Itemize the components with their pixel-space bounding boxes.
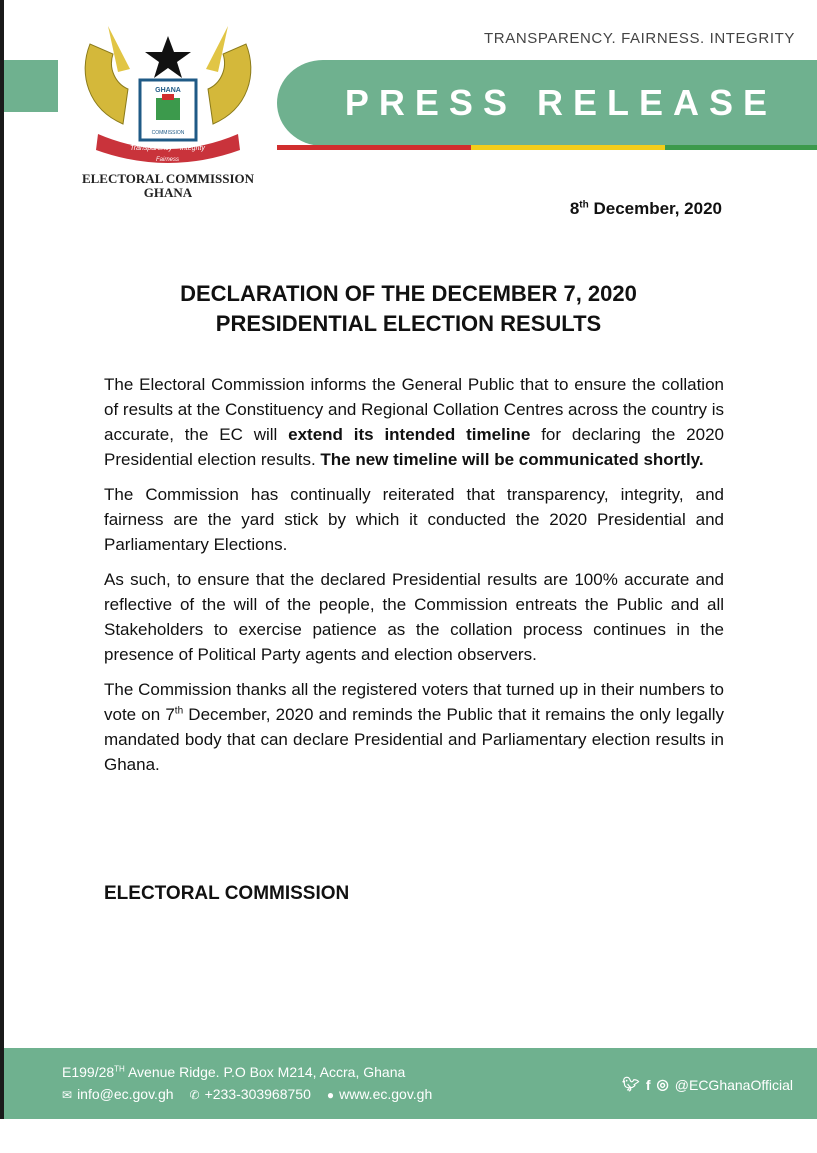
footer-address: E199/28TH Avenue Ridge. P.O Box M214, Accra, Ghana — [62, 1064, 406, 1080]
globe-icon: ● — [326, 1088, 335, 1102]
footer-social[interactable]: 🐦︎ f ◎ @ECGhanaOfficial — [622, 1076, 793, 1093]
page-bottom-margin — [0, 1119, 817, 1153]
ec-crest-logo — [68, 14, 268, 172]
footer-contacts — [62, 1086, 432, 1102]
page-left-edge — [0, 0, 4, 1153]
red-stripe — [277, 145, 471, 150]
instagram-icon: ◎ — [656, 1076, 669, 1092]
document-title: DECLARATION OF THE DECEMBER 7, 2020 PRESIDENTIAL ELECTION RESULTS — [180, 281, 637, 336]
paragraph-2: The Commission has continually reiterated that transparency, integrity, and fairness are the yard stick by which it conducted the 2020 Presidential and Parliamentary Elections. — [104, 485, 724, 554]
twitter-icon: 🐦︎ — [622, 1076, 640, 1092]
release-date: 8th December, 2020 — [569, 199, 722, 218]
phone-icon: ✆ — [189, 1088, 200, 1102]
paragraph-4: The Commission thanks all the registered voters that turned up in their numbers to vote on 7th December, 2020 and reminds the Public that it remains the only legally mandated body that can declare Presidential and Parliamentary election results in Ghana. — [104, 680, 724, 774]
footer-band — [4, 1048, 817, 1119]
facebook-icon: f — [645, 1076, 651, 1093]
yellow-stripe — [471, 145, 665, 150]
footer-phone[interactable]: ✆ +233-303968750 — [189, 1086, 311, 1102]
paragraph-3: As such, to ensure that the declared Presidential results are 100% accurate and reflective of the will of the people, the Commission entreats the Public and all Stakeholders to exercise patience as the collation process continues in the presence of Political Party agents and election observers. — [104, 570, 724, 664]
footer-website[interactable]: ● www.ec.gov.gh — [326, 1086, 433, 1102]
signoff: ELECTORAL COMMISSION — [104, 883, 350, 904]
release-body — [104, 372, 724, 787]
paragraph-1: The Electoral Commission informs the General Public that to ensure the collation of results at the Constituency and Regional Collation Centres across the country is accurate, the EC will extend its intended timeline for declaring the 2020 Presidential election results. The new timeline will be communicated shortly. — [104, 375, 724, 469]
svg-text:Integrity: Integrity — [180, 145, 205, 152]
svg-text:COMMISSION: COMMISSION — [151, 130, 185, 136]
press-release-title: PRESS RELEASE — [344, 82, 777, 123]
footer-email[interactable]: ✉ info@ec.gov.gh — [62, 1086, 174, 1102]
organization-name: ELECTORAL COMMISSION GHANA — [81, 171, 255, 200]
svg-text:Transparency: Transparency — [130, 145, 173, 152]
svg-text:GHANA: GHANA — [155, 87, 181, 94]
tagline: TRANSPARENCY. FAIRNESS. INTEGRITY — [484, 30, 795, 47]
svg-text:Fairness: Fairness — [156, 157, 180, 163]
green-stripe — [665, 145, 817, 150]
mail-icon: ✉ — [62, 1088, 73, 1102]
header-band-left — [4, 60, 58, 112]
